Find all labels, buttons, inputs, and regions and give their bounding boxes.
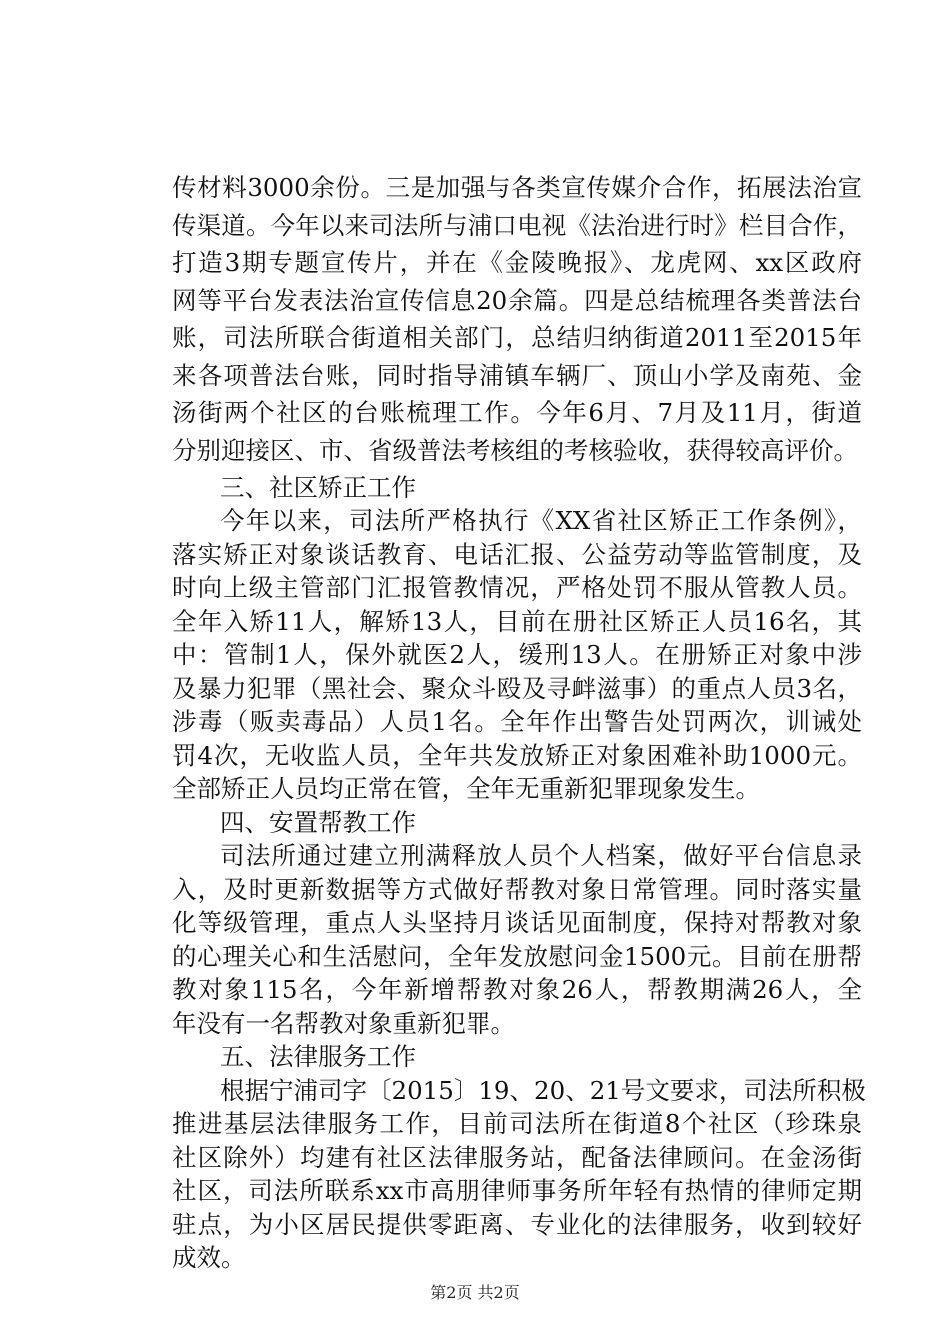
body-text-line: 涉毒（贩卖毒品）人员1名。全年作出警告处罚两次，训诫处 <box>172 707 862 736</box>
body-text-line: 传材料3000余份。三是加强与各类宣传媒介合作，拓展法治宣 <box>172 173 862 202</box>
body-text-line: 中：管制1人，保外就医2人，缓刑13人。在册矫正对象中涉 <box>172 640 862 669</box>
body-text-line: 账，司法所联合街道相关部门，总结归纳街道2011至2015年 <box>172 323 862 352</box>
body-text-line: 分别迎接区、市、省级普法考核组的考核验收，获得较高评价。 <box>172 436 858 465</box>
body-text-line: 教对象115名，今年新增帮教对象26人，帮教期满26人，全 <box>172 975 862 1004</box>
body-text-line: 司法所通过建立刑满释放人员个人档案，做好平台信息录 <box>220 841 862 870</box>
body-text-line: 社区除外）均建有社区法律服务站，配备法律顾问。在金汤街 <box>172 1143 862 1172</box>
body-text-line: 打造3期专题宣传片，并在《金陵晚报》、龙虎网、xx区政府 <box>172 248 862 277</box>
body-text-line: 根据宁浦司字〔2015〕19、20、21号文要求，司法所积极 <box>220 1076 866 1105</box>
body-text-line: 罚4次，无收监人员，全年共发放矫正对象困难补助1000元。 <box>172 741 862 770</box>
body-text-line: 全年入矫11人，解矫13人，目前在册社区矫正人员16名，其 <box>172 607 862 636</box>
body-text-line: 网等平台发表法治宣传信息20余篇。四是总结梳理各类普法台 <box>172 286 862 315</box>
body-text-line: 入，及时更新数据等方式做好帮教对象日常管理。同时落实量 <box>172 875 862 904</box>
body-text-line: 驻点，为小区居民提供零距离、专业化的法律服务，收到较好 <box>172 1210 862 1239</box>
body-text-line: 全部矫正人员均正常在管，全年无重新犯罪现象发生。 <box>172 774 760 803</box>
body-text-line: 来各项普法台账，同时指导浦镇车辆厂、顶山小学及南苑、金 <box>172 361 862 390</box>
body-text-line: 化等级管理，重点人头坚持月谈话见面制度，保持对帮教对象 <box>172 908 862 937</box>
section-heading: 五、法律服务工作 <box>220 1042 416 1071</box>
section-heading: 四、安置帮教工作 <box>220 808 416 837</box>
body-text-line: 今年以来，司法所严格执行《XX省社区矫正工作条例》， <box>220 506 862 535</box>
body-text-line: 推进基层法律服务工作，目前司法所在街道8个社区（珍珠泉 <box>172 1109 862 1138</box>
body-text-line: 时向上级主管部门汇报管教情况，严格处罚不服从管教人员。 <box>172 573 862 602</box>
body-text-line: 年没有一名帮教对象重新犯罪。 <box>172 1009 515 1038</box>
body-text-line: 社区，司法所联系xx市高朋律师事务所年轻有热情的律师定期 <box>172 1176 862 1205</box>
body-text-line: 汤街两个社区的台账梳理工作。今年6月、7月及11月，街道 <box>172 398 862 427</box>
body-text-line: 的心理关心和生活慰问，全年发放慰问金1500元。目前在册帮 <box>172 942 862 971</box>
page-footer: 第2页 共2页 <box>430 1283 520 1302</box>
body-text-line: 及暴力犯罪（黑社会、聚众斗殴及寻衅滋事）的重点人员3名， <box>172 674 862 703</box>
section-heading: 三、社区矫正工作 <box>220 473 416 502</box>
body-text-line: 成效。 <box>172 1243 246 1272</box>
body-text-line: 传渠道。今年以来司法所与浦口电视《法治进行时》栏目合作， <box>172 211 862 240</box>
body-text-line: 落实矫正对象谈话教育、电话汇报、公益劳动等监管制度，及 <box>172 540 862 569</box>
